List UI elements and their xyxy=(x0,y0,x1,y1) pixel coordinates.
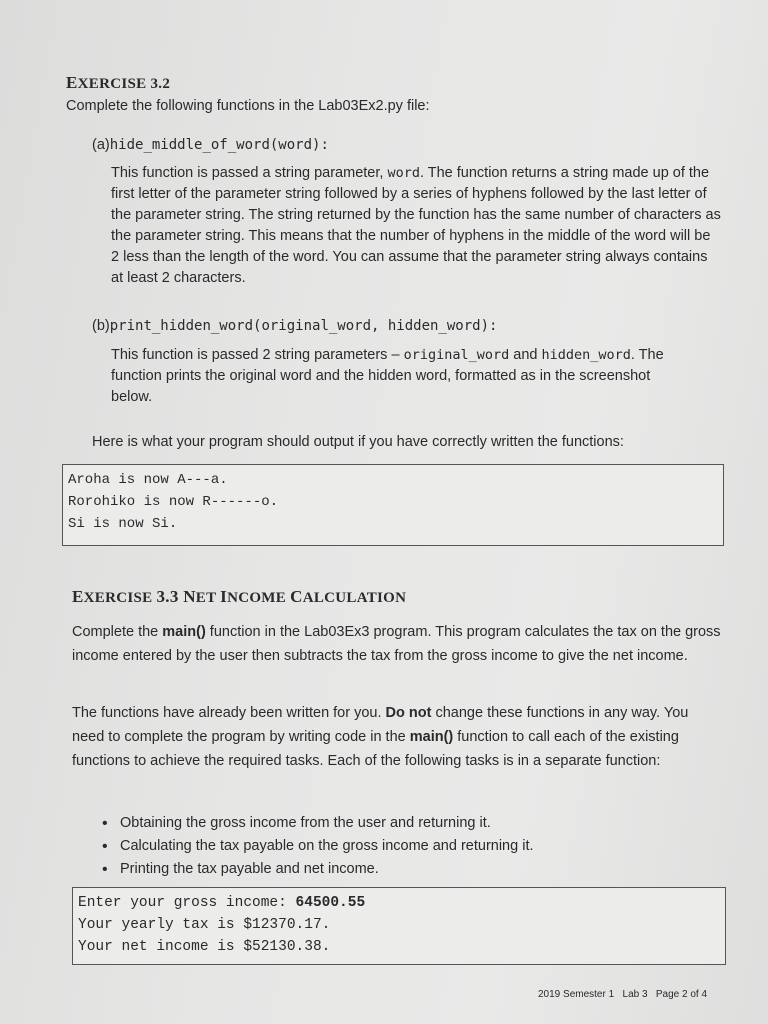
list-item: • Printing the tax payable and net income. xyxy=(98,858,718,881)
output-line: Enter your gross income: 64500.55 xyxy=(78,895,366,911)
output-line: Your net income is $52130.38. xyxy=(78,939,331,955)
output-box-3-3 xyxy=(72,887,726,965)
footer-page: Page 2 of 4 xyxy=(655,989,708,1000)
output-intro: Here is what your program should output if you have correctly written the functions: xyxy=(92,434,624,450)
footer-semester: 2019 Semester 1 xyxy=(538,989,615,1000)
output-line: Your yearly tax is $12370.17. xyxy=(78,917,331,933)
footer xyxy=(538,989,707,1000)
output-line: Rorohiko is now R------o. xyxy=(68,494,279,510)
exercise-3-2-intro: Complete the following functions in the Lab03Ex2.py file: xyxy=(66,98,430,114)
part-a-signature: (a)hide_middle_of_word(word): xyxy=(92,137,329,153)
part-b-signature: (b)print_hidden_word(original_word, hidden_word): xyxy=(92,318,498,334)
output-line: Si is now Si. xyxy=(68,516,178,532)
exercise-3-3-heading: EXERCISE 3.3 NET INCOME CALCULATION xyxy=(72,587,407,606)
output-box-3-2 xyxy=(62,464,724,546)
footer-lab: Lab 3 xyxy=(622,989,648,1000)
task-list xyxy=(98,812,718,881)
exercise-3-2-heading: EXERCISE 3.2 xyxy=(66,73,171,92)
output-line: Aroha is now A---a. xyxy=(68,472,228,488)
exercise-3-3-paragraph-2: The functions have already been written for you. Do not change these functions in any way. You need to complete the program by writing code in the main() function to call each of the existing functions to achieve the required tasks. Each of the following tasks is in a separate function: xyxy=(72,705,689,769)
exercise-3-3-paragraph-1: Complete the main() function in the Lab03Ex3 program. This program calculates the tax on the gross income entered by the user then subtracts the tax from the gross income to give the net income. xyxy=(72,624,721,664)
part-b-description: This function is passed 2 string parameters – original_word and hidden_word. The function prints the original word and the hidden word, formatted as in the screenshot below. xyxy=(111,347,664,405)
part-a-description: This function is passed a string parameter, word. The function returns a string made up of the first letter of the parameter string followed by a series of hyphens followed by the last letter of the parameter string. The string returned by the function has the same number of characters as the parameter string. This means that the number of hyphens in the middle of the word will be 2 less than the length of the word. You can assume that the parameter string always contains at least 2 characters. xyxy=(111,165,721,286)
list-item: • Calculating the tax payable on the gross income and returning it. xyxy=(98,835,718,858)
list-item: • Obtaining the gross income from the user and returning it. xyxy=(98,812,718,835)
